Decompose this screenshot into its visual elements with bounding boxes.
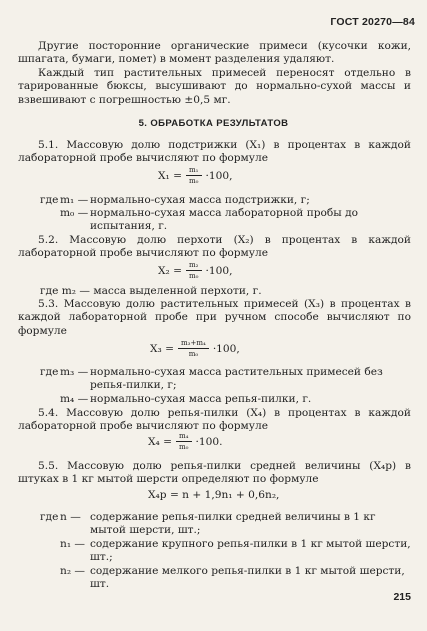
definition-m2: где m₂ — масса выделенной перхоти, г. [40,285,262,297]
symbol: m₁ — [60,194,89,206]
fraction-denominator: m₀ [189,272,199,280]
where-label: где [40,366,59,378]
clause-5-2: 5.2. Массовую долю перхоти (X₂) в процентах в каждой лабораторной пробе вычисляют по формуле [18,234,411,260]
where-label: где [40,194,59,206]
clause-5-1: 5.1. Массовую долю подстрижки (X₁) в процентах в каждой лабораторной пробе вычисляют по формуле [18,139,411,165]
definition-n2 [60,565,411,592]
symbol: n — [60,511,81,523]
fraction-numerator: m₄ [176,432,191,442]
paragraph-plant-impurities: Каждый тип растительных примесей переносят отдельно в тарированные бюксы, высушивают до нормально-сухой массы и взвешивают с погрешностью ±0,5 мг. [18,67,411,106]
definition-text: нормально-сухая масса растительных примесей без репья-пилки, г; [90,366,383,392]
definition-n1 [60,538,411,565]
fraction-denominator: m₀ [189,177,199,185]
definition-text: нормально-сухая масса репья-пилки, г. [90,393,312,405]
symbol: n₁ — [60,538,86,550]
fraction-denominator: m₀ [188,350,199,358]
symbol: m₃ — [60,366,89,378]
standard-header: ГОСТ 20270—84 [330,16,415,28]
formula-rhs: ·100, [205,264,233,277]
fraction-numerator: m₂ [186,261,201,271]
formula-rhs: ·100. [195,435,223,448]
symbol: m₄ — [60,393,89,405]
formula-x1 [158,166,232,185]
fraction-numerator: m₃+m₄ [178,339,209,349]
fraction [178,339,209,358]
fraction [176,432,191,451]
symbol: m₀ — [60,207,89,219]
formula-x4p: X₄р = n + 1,9n₁ + 0,6n₂, [148,489,280,501]
fraction [186,166,201,185]
formula-lhs: X₁ = [158,169,183,182]
formula-lhs: X₂ = [158,264,183,277]
clause-5-4: 5.4. Массовую долю репья-пилки (X₄) в процентах в каждой лабораторной пробе вычисляют по формуле [18,407,411,433]
definition-text: содержание крупного репья-пилки в 1 кг мытой шерсти, шт.; [90,538,411,564]
fraction [186,261,201,280]
page-number: 215 [393,591,411,603]
formula-x4 [148,432,222,451]
formula-x2 [158,261,232,280]
clause-5-3: 5.3. Массовую долю растительных примесей (X₃) в процентах в каждой лабораторной пробе при ручном способе вычисляют по формуле [18,298,411,337]
formula-rhs: ·100, [205,169,233,182]
definition-text: содержание репья-пилки средней величины в 1 кг мытой шерсти, шт.; [90,511,376,537]
clause-5-5: 5.5. Массовую долю репья-пилки средней величины (X₄р) в штуках в 1 кг мытой шерсти определяют по формуле [18,460,411,486]
fraction-numerator: m₁ [186,166,201,176]
definition-m4 [60,393,411,406]
formula-rhs: ·100, [212,342,240,355]
definition-m0 [60,207,411,234]
symbol: n₂ — [60,565,86,577]
formula-lhs: X₃ = [150,342,175,355]
definition-m3 [40,366,411,393]
formula-x3 [150,339,240,358]
definition-text: нормально-сухая масса лабораторной пробы до испытания, г. [90,207,358,233]
formula-lhs: X₄ = [148,435,173,448]
section-title: 5. ОБРАБОТКА РЕЗУЛЬТАТОВ [138,118,289,129]
definition-m1 [40,194,411,207]
where-label: где [40,511,59,523]
fraction-denominator: m₀ [179,443,189,451]
definition-n [40,511,411,538]
definition-text: содержание мелкого репья-пилки в 1 кг мытой шерсти, шт. [90,565,405,591]
paragraph-other-impurities: Другие посторонние органические примеси (кусочки кожи, шпагата, бумаги, помет) в момент разделения удаляют. [18,40,411,66]
definition-text: нормально-сухая масса подстрижки, г; [90,194,310,206]
